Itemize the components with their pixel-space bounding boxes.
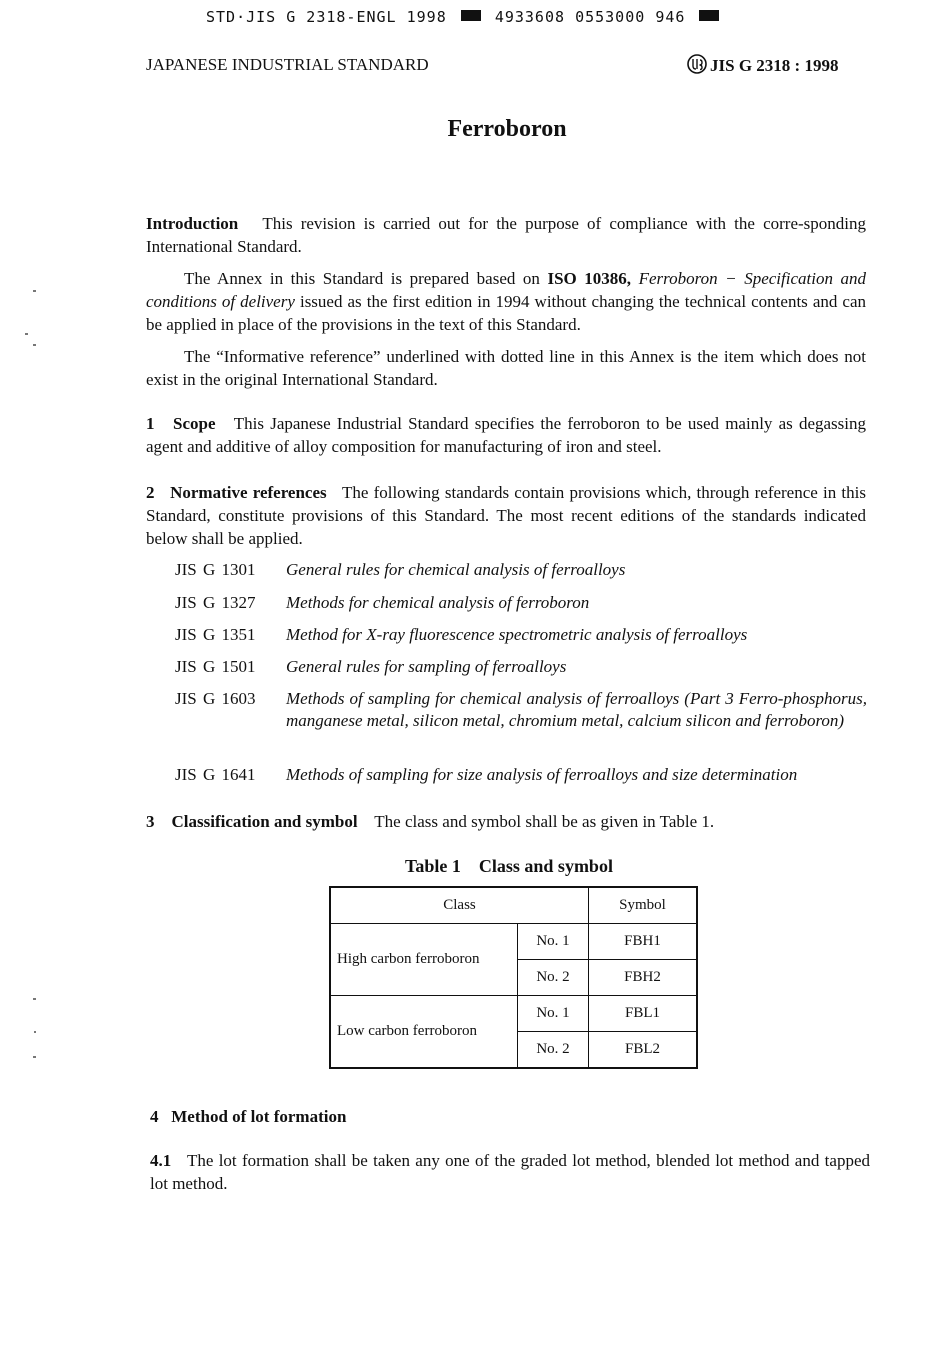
stamp-block bbox=[699, 10, 719, 21]
reference-title: Methods of sampling for size analysis of ferroalloys and size determination bbox=[286, 765, 798, 784]
class-number: No. 1 bbox=[518, 996, 589, 1032]
table-header-row bbox=[330, 887, 697, 924]
intro-p2-after: issued as the first edition in 1994 without changing the technical contents and can be applied in place of the provisions in the text of this Standard. bbox=[146, 292, 867, 334]
scan-speck bbox=[25, 333, 28, 335]
table-caption: Table 1 Class and symbol bbox=[405, 856, 613, 876]
reference-code: JIS G 1351 bbox=[175, 625, 256, 644]
header-right bbox=[686, 53, 838, 76]
jis-mark-icon bbox=[686, 53, 708, 75]
reference-title: General rules for sampling of ferroalloys bbox=[286, 657, 567, 676]
class-symbol: FBL1 bbox=[589, 996, 698, 1032]
stamp-number-2: 0553000 bbox=[575, 8, 646, 26]
classification-heading: Classification and symbol bbox=[171, 812, 358, 831]
intro-text: This revision is carried out for the purpose of compliance with the corre-sponding International Standard. bbox=[146, 214, 866, 256]
header-left: JAPANESE INDUSTRIAL STANDARD bbox=[146, 55, 429, 74]
class-number: No. 2 bbox=[518, 1032, 589, 1069]
scope-section bbox=[146, 412, 866, 458]
reference-title: Methods for chemical analysis of ferroboron bbox=[286, 593, 590, 612]
class-symbol-table bbox=[329, 886, 698, 1069]
class-symbol: FBH1 bbox=[589, 924, 698, 960]
scope-heading: Scope bbox=[173, 414, 216, 433]
normative-number: 2 bbox=[146, 483, 155, 502]
stamp-number-1: 4933608 bbox=[494, 8, 566, 26]
standard-number: JIS G 2318 : 1998 bbox=[710, 56, 839, 75]
reference-code: JIS G 1301 bbox=[175, 560, 256, 579]
class-group-name: Low carbon ferroboron bbox=[330, 996, 518, 1069]
reference-item bbox=[175, 592, 867, 614]
intro-p2-iso: ISO 10386, bbox=[547, 269, 632, 288]
scope-number: 1 bbox=[146, 414, 155, 433]
reference-title: Methods of sampling for chemical analysis of ferroalloys (Part 3 Ferro-phosphorus, manganese metal, silicon metal, chromium metal, calcium silicon and ferroboron) bbox=[286, 689, 867, 730]
reference-code: JIS G 1327 bbox=[175, 593, 256, 612]
reference-title: General rules for chemical analysis of ferroalloys bbox=[286, 560, 626, 579]
intro-p2-italic: Ferroboron − Specification and conditions of delivery bbox=[146, 269, 866, 311]
stamp-code: STD·JIS G 2318-ENGL 1998 bbox=[206, 8, 447, 26]
reference-item bbox=[175, 688, 867, 732]
class-symbol: FBL2 bbox=[589, 1032, 698, 1069]
reference-item bbox=[175, 624, 867, 646]
reference-code: JIS G 1641 bbox=[175, 765, 256, 784]
scan-speck bbox=[33, 344, 36, 346]
header-class: Class bbox=[330, 887, 589, 924]
lot-subsection bbox=[150, 1149, 870, 1195]
scope-text: This Japanese Industrial Standard specifies the ferroboron to be used mainly as degassing agent and additive of alloy composition for manufacturing of iron and steel. bbox=[146, 414, 866, 456]
scan-speck bbox=[33, 998, 36, 1000]
intro-paragraph-2 bbox=[146, 267, 866, 336]
intro-heading: Introduction bbox=[146, 214, 239, 233]
reference-item bbox=[175, 764, 867, 786]
scan-stamp bbox=[206, 8, 723, 26]
normative-heading: Normative references bbox=[170, 483, 327, 502]
intro-paragraph bbox=[146, 212, 866, 258]
lot-sub-text: The lot formation shall be taken any one of the graded lot method, blended lot method and tapped lot method. bbox=[150, 1151, 870, 1193]
intro-p2-before: The Annex in this Standard is prepared based on bbox=[184, 269, 540, 288]
class-symbol: FBH2 bbox=[589, 960, 698, 996]
class-number: No. 2 bbox=[518, 960, 589, 996]
reference-code: JIS G 1501 bbox=[175, 657, 256, 676]
reference-item bbox=[175, 559, 867, 581]
lot-sub-number: 4.1 bbox=[150, 1151, 172, 1170]
table-row bbox=[330, 996, 697, 1032]
lot-section-heading bbox=[150, 1105, 870, 1128]
reference-title: Method for X-ray fluorescence spectrometric analysis of ferroalloys bbox=[286, 625, 748, 644]
reference-code: JIS G 1603 bbox=[175, 689, 256, 708]
reference-item bbox=[175, 656, 867, 678]
normative-section bbox=[146, 481, 866, 550]
intro-paragraph-3: The “Informative reference” underlined with dotted line in this Annex is the item which does not exist in the original International Standard. bbox=[146, 347, 866, 389]
page-title: Ferroboron bbox=[447, 116, 567, 142]
class-group-name: High carbon ferroboron bbox=[330, 924, 518, 996]
stamp-number-3: 946 bbox=[655, 8, 686, 26]
stamp-block bbox=[461, 10, 481, 21]
header-symbol: Symbol bbox=[589, 887, 698, 924]
classification-section bbox=[146, 810, 866, 833]
lot-heading: Method of lot formation bbox=[171, 1107, 347, 1126]
normative-text: The following standards contain provisions which, through reference in this Standard, constitute provisions of this Standard. The most recent editions of the standards indicated below shall be applied. bbox=[146, 483, 866, 548]
classification-text: The class and symbol shall be as given in Table 1. bbox=[374, 812, 715, 831]
class-number: No. 1 bbox=[518, 924, 589, 960]
table-row bbox=[330, 924, 697, 960]
scan-speck bbox=[33, 1056, 36, 1058]
scan-speck bbox=[33, 290, 36, 292]
lot-number: 4 bbox=[150, 1107, 159, 1126]
classification-number: 3 bbox=[146, 812, 155, 831]
scan-speck bbox=[34, 1031, 36, 1033]
